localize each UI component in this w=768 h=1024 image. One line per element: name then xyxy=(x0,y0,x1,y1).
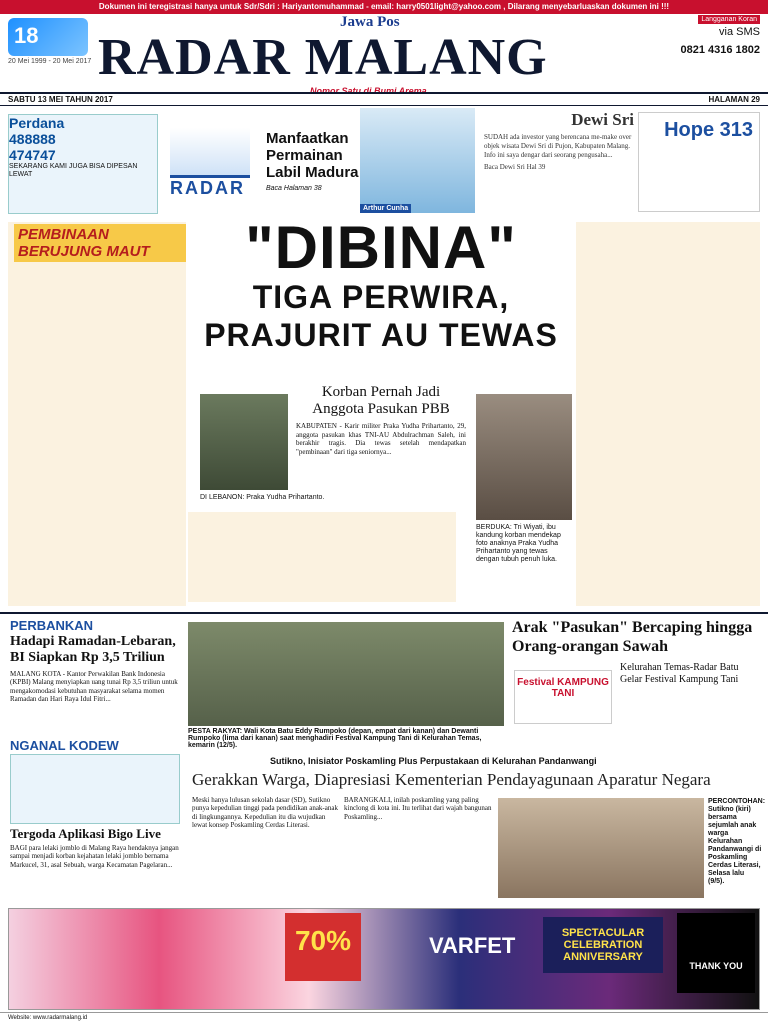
column-title: Dewi Sri xyxy=(571,110,634,129)
festival-photo xyxy=(188,622,504,726)
issue-date: SABTU 13 MEI TAHUN 2017 xyxy=(8,95,113,104)
newspaper-title: RADAR MALANG xyxy=(98,29,548,86)
slogan: Nomor Satu di Bumi Arema xyxy=(310,86,427,96)
hope-cartoon xyxy=(638,112,760,212)
page-number: HALAMAN 29 xyxy=(708,95,760,104)
story-body: KABUPATEN - Karir militer Praka Yudha Prihartanto, 29, anggota pasukan khas TNI-AU Abdulrachman Saleh, ini berakhir tragis. Dia tewas setelah mendapatkan "pembinaan" dari tiga seniornya... xyxy=(296,422,466,456)
infographic-strip xyxy=(188,512,456,602)
perbankan-label: PERBANKAN xyxy=(10,618,94,633)
mother-caption: BERDUKA: Tri Wiyati, ibu kandung korban mendekap foto anaknya Praka Yudha Prihartanto yang tewas dengan tubuh penuh luka. xyxy=(476,524,561,563)
festival-title: Arak "Pasukan" Bercaping hingga Orang-orangan Sawah xyxy=(512,619,753,655)
column-dewi-sri xyxy=(484,110,634,172)
teaser-ref: Baca Halaman 38 xyxy=(266,185,322,192)
main-story xyxy=(0,214,768,610)
festival-logo: Festival KAMPUNG TANI xyxy=(514,670,612,724)
poskamling-caption: PERCONTOHAN: Sutikno (kiri) bersama sejumlah anak warga Kelurahan Pandanwangi di Poskamling Cerdas Literasi, Selasa lalu (9/5). xyxy=(708,798,766,885)
column-ref: Baca Dewi Sri Hal 39 xyxy=(484,163,546,171)
advert-number-1: 488888 xyxy=(9,131,56,147)
teaser-title: Manfaatkan Permainan Labil Madura xyxy=(266,130,359,181)
infographic-left xyxy=(8,222,186,606)
jawapos-label: Jawa Pos xyxy=(340,14,400,30)
sports-teaser xyxy=(266,130,362,192)
subscription-label: Langganan Koran xyxy=(698,15,760,24)
player-caption: Arthur Cunha xyxy=(360,204,411,213)
via-sms: via SMS xyxy=(719,26,760,38)
festival-subtitle: Kelurahan Temas-Radar Batu Gelar Festival Kampung Tani xyxy=(620,662,739,685)
subscription-phone: 0821 4316 1802 xyxy=(680,44,760,56)
player-photo xyxy=(360,108,475,213)
radar-label: RADAR xyxy=(170,178,245,198)
gerakkan-col1: Meski hanya lulusan sekolah dasar (SD), Sutikno punya kepedulian tinggi pada pendidikan anak-anak di lingkungannya. Kepedulian itu dia wujudkan lewat konsep Poskamling Cerdas Literasi. xyxy=(192,796,338,830)
anniversary-dates: 20 Mei 1999 - 20 Mei 2017 xyxy=(8,58,92,65)
taxi-advert xyxy=(8,114,158,214)
hope-label: Hope 313 xyxy=(664,119,753,141)
column-body: SUDAH ada investor yang berencana me-make over objek wisata Dewi Sri di Pujon, Kabupaten Malang. Info ini saya dengar dari seorang pengusaha... xyxy=(484,133,632,159)
nganal-title: Tergoda Aplikasi Bigo Live xyxy=(10,826,161,841)
infographic-right xyxy=(576,222,760,606)
soldier-photo xyxy=(200,394,288,490)
advert-brand: Perdana xyxy=(9,115,65,131)
varfet-logo: VARFET xyxy=(429,933,516,958)
headline-main: "DIBINA" xyxy=(245,214,517,281)
nganal-label: NGANAL KODEW xyxy=(10,738,119,753)
perbankan-body: MALANG KOTA - Kantor Perwakilan Bank Indonesia (KPBI) Malang menyiapkan uang tunai Rp 3,5 triliun untuk mengakomodasi kebutuhan masyarakat selama momen Ramadan dan Hari Raya Idul Fitri... xyxy=(10,670,178,704)
footer: Website: www.radarmalang.id xyxy=(0,1012,768,1024)
poskamling-photo xyxy=(498,798,704,898)
headline-line-3: PRAJURIT AU TEWAS xyxy=(204,317,558,353)
sutikno-kicker: Sutikno, Inisiator Poskamling Plus Perpustakaan di Kelurahan Pandanwangi xyxy=(270,756,597,766)
nganal-body: BAGI para lelaki jomblo di Malang Raya hendaknya jangan sampai menjadi korban kejahatan lelaki jomblo bernama Markucel, 31, asal Sebuah, warga Kecamatan Pagelaran... xyxy=(10,844,179,869)
celebration-badge: SPECTACULAR CELEBRATION ANNIVERSARY xyxy=(543,917,663,973)
varfet-advert xyxy=(8,908,760,1010)
gerakkan-col2: BARANGKALI, inilah poskamling yang paling kinclong di kota ini. Itu terlihat dari wajah bangunan Poskamling... xyxy=(344,796,492,821)
soldier-caption: DI LEBANON: Praka Yudha Prihartanto. xyxy=(200,494,325,501)
masthead xyxy=(0,14,768,96)
anniversary-logo: 18 xyxy=(8,18,88,56)
discount-badge: 70% xyxy=(285,913,361,981)
headline-line-2: TIGA PERWIRA, xyxy=(252,279,510,315)
nganal-cartoon xyxy=(10,754,180,824)
gerakkan-title: Gerakkan Warga, Diapresiasi Kementerian Pendayagunaan Aparatur Negara xyxy=(192,770,711,789)
advert-number-2: 474747 xyxy=(9,147,56,163)
subscription-box xyxy=(668,16,760,56)
mother-photo xyxy=(476,394,572,520)
subheadline: Korban Pernah Jadi Anggota Pasukan PBB xyxy=(312,384,450,417)
festival-caption: PESTA RAKYAT: Wali Kota Batu Eddy Rumpoko (depan, empat dari kanan) dan Dewanti Rumpoko (lima dari kanan) saat menghadiri Festival Kampung Tani di Kelurahan Temas, kemarin (12/5). xyxy=(188,728,482,749)
skyline-icon xyxy=(170,128,250,178)
registration-banner: Dokumen ini teregistrasi hanya untuk Sdr/Sdri : Hariyantomuhammad - email: harry0501light@yahoo.com , Dilarang menyebarluaskan dokumen ini !!! xyxy=(0,0,768,14)
main-headline xyxy=(188,214,574,354)
perbankan-title: Hadapi Ramadan-Lebaran, BI Siapkan Rp 3,5 Triliun xyxy=(10,634,176,665)
dateline xyxy=(0,92,768,106)
radar-logo xyxy=(170,128,260,208)
infographic-label: PEMBINAAN BERUJUNG MAUT xyxy=(14,224,186,262)
advert-tagline: SEKARANG KAMI JUGA BISA DIPESAN LEWAT xyxy=(9,163,138,178)
top-row xyxy=(0,108,768,216)
anniversary-badge: THANK YOU xyxy=(677,913,755,993)
